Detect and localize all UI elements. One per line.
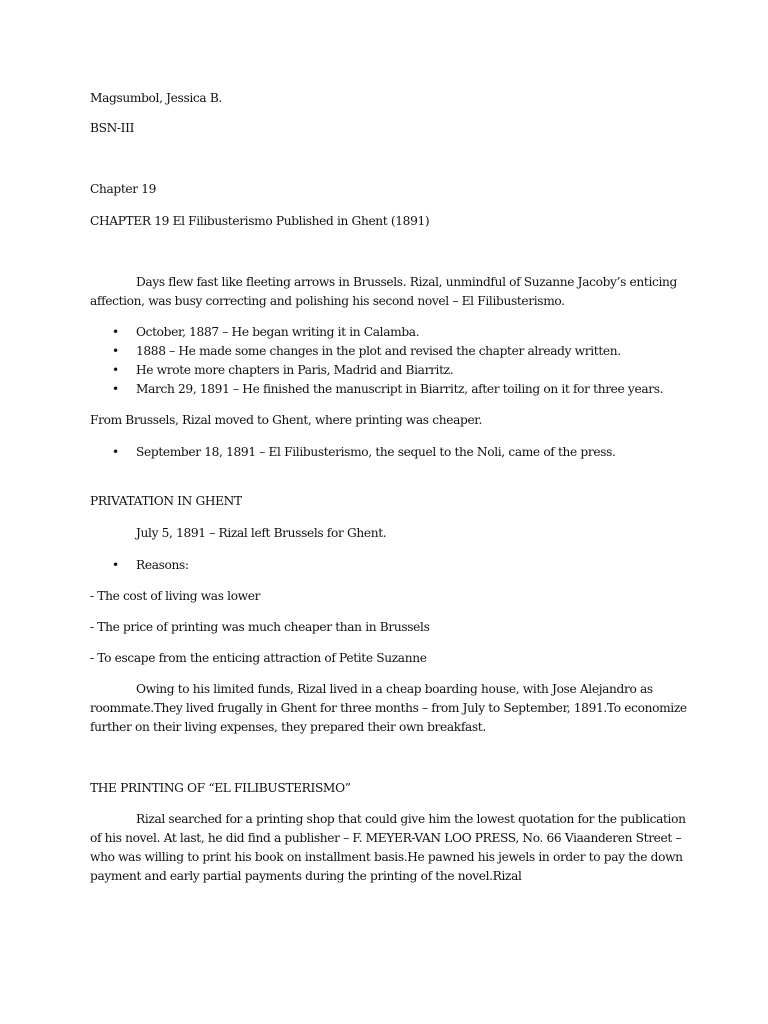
document-page <box>90 89 690 886</box>
timeline-list <box>90 323 690 399</box>
printing-paragraph: Rizal searched for a printing shop that could give him the lowest quotation for the publication of his novel. At last, he did find a publisher – F. MEYER-VAN LOO PRESS, No. 66 Viaanderen Street – who was willing to print his book on installment basis.He pawned his jewels in order to pay the down payment and early partial payments during the printing of the novel.Rizal <box>90 812 686 883</box>
timeline-item: • He wrote more chapters in Paris, Madrid and Biarritz. <box>90 361 690 380</box>
printing-heading: THE PRINTING OF “EL FILIBUSTERISMO” <box>90 781 351 795</box>
author-name: Magsumbol, Jessica B. <box>90 91 222 105</box>
privation-paragraph: Owing to his limited funds, Rizal lived in a cheap boarding house, with Jose Alejandro as roommate.They lived frugally in Ghent for three months – from July to September, 1891.To economize further on their living expenses, they prepared their own breakfast. <box>90 682 687 734</box>
intro-paragraph: Days flew fast like fleeting arrows in Brussels. Rizal, unmindful of Suzanne Jacoby’s enticing affection, was busy correcting and polishing his second novel – El Filibusterismo. <box>90 275 677 308</box>
publication-list <box>90 443 690 462</box>
privation-date-line: July 5, 1891 – Rizal left Brussels for Ghent. <box>136 526 387 540</box>
author-course: BSN-III <box>90 121 135 135</box>
privation-heading: PRIVATATION IN GHENT <box>90 494 242 508</box>
timeline-item: • October, 1887 – He began writing it in Calamba. <box>90 323 690 342</box>
move-paragraph: From Brussels, Rizal moved to Ghent, where printing was cheaper. <box>90 413 482 427</box>
reasons-label: • Reasons: <box>90 556 690 575</box>
reason-item: - To escape from the enticing attraction of Petite Suzanne <box>90 651 427 665</box>
reason-item: - The price of printing was much cheaper than in Brussels <box>90 620 430 634</box>
timeline-item: • 1888 – He made some changes in the plot and revised the chapter already written. <box>90 342 690 361</box>
chapter-label: Chapter 19 <box>90 182 157 196</box>
publication-item: • September 18, 1891 – El Filibusterismo, the sequel to the Noli, came of the press. <box>90 443 690 462</box>
timeline-item: • March 29, 1891 – He finished the manuscript in Biarritz, after toiling on it for three years. <box>90 380 690 399</box>
reasons-list <box>90 556 690 575</box>
chapter-title: CHAPTER 19 El Filibusterismo Published in Ghent (1891) <box>90 214 430 228</box>
reason-item: - The cost of living was lower <box>90 589 261 603</box>
